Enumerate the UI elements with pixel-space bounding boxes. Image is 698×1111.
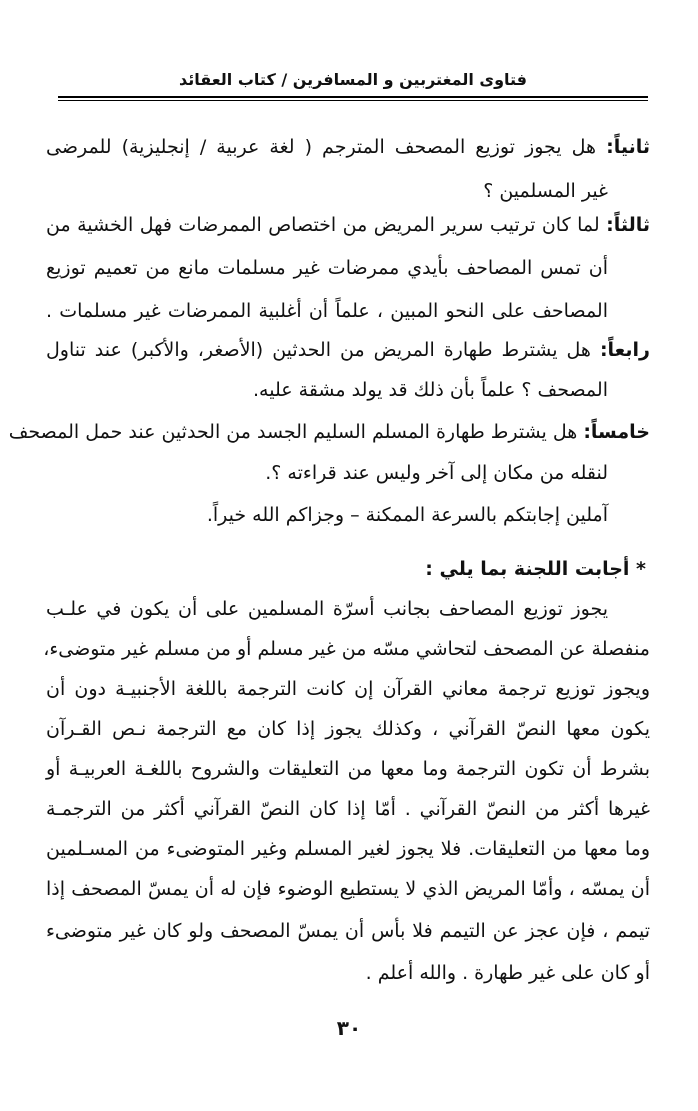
header-rule <box>58 96 648 101</box>
answer-line: وما معها من التعليقات. فلا يجوز لغير المسلم وغير المتوضىء من المسـلمين <box>46 838 650 860</box>
question-text: لما كان ترتيب سرير المريض من اختصاص الممرضات فهل الخشية من <box>46 214 600 236</box>
question-text: لنقله من مكان إلى آخر وليس عند قراءته ؟. <box>265 462 608 484</box>
closing-line: آملين إجابتكم بالسرعة الممكنة – وجزاكم الله خيراً. <box>206 504 608 526</box>
answer-line: غيرها أكثر من النصّ القرآني . أمّا إذا كان النصّ القرآني أكثر من الترجمـة <box>46 798 650 820</box>
question-text: هل يشترط طهارة المسلم السليم الجسد من الحدثين عند حمل المصحف <box>8 421 578 443</box>
question-line <box>46 212 650 238</box>
question-text: المصاحف على النحو المبين ، علماً أن أغلبية الممرضات غير مسلمات . <box>46 300 608 322</box>
answer-line: أن يمسّه ، وأمّا المريض الذي لا يستطيع الوضوء فإن له أن يمسّ المصحف إذا <box>46 878 650 900</box>
question-text: هل يشترط طهارة المريض من الحدثين (الأصغر، والأكبر) عند تناول <box>46 339 591 361</box>
question-label: رابعاً: <box>599 339 650 361</box>
answer-heading: * أجابت اللجنة بما يلي : <box>425 558 646 580</box>
question-text: أن تمس المصاحف بأيدي ممرضات غير مسلمات مانع من تعميم توزيع <box>46 257 608 279</box>
answer-line: يكون معها النصّ القرآني ، وكذلك يجوز إذا كان مع الترجمة نـص القـرآن <box>46 718 650 740</box>
question-label: ثالثاً: <box>606 214 650 236</box>
question-text: هل يجوز توزيع المصحف المترجم ( لغة عربية / إنجليزية) للمرضى <box>46 136 597 158</box>
question-line <box>46 337 650 363</box>
question-line <box>8 419 650 445</box>
question-label: ثانياً: <box>606 136 650 158</box>
question-text: المصحف ؟ علماً بأن ذلك قد يولد مشقة عليه. <box>253 379 608 401</box>
question-line <box>46 134 650 160</box>
answer-line: يجوز توزيع المصاحف بجانب أسرّة المسلمين على أن يكون في علـب <box>46 598 608 620</box>
answer-line: أو كان على غير طهارة . والله أعلم . <box>365 962 650 984</box>
answer-line: منفصلة عن المصحف لتحاشي مسّه من غير مسلم أو من مسلم غير متوضىء، <box>43 638 650 660</box>
answer-line: بشرط أن تكون الترجمة وما معها من التعليقات والشروح باللغـة العربيـة أو <box>46 758 650 780</box>
question-text: غير المسلمين ؟ <box>483 180 608 202</box>
answer-line: ويجوز توزيع ترجمة معاني القرآن إن كانت الترجمة باللغة الأجنبيـة دون أن <box>46 678 650 700</box>
question-label: خامساً: <box>583 421 650 443</box>
answer-line: تيمم ، فإن عجز عن التيمم فلا بأس أن يمسّ المصحف ولو كان غير متوضىء <box>46 920 650 942</box>
running-header: فتاوى المغتربين و المسافرين / كتاب العقائد <box>178 70 528 89</box>
page-number: ٣٠ <box>336 1016 362 1040</box>
